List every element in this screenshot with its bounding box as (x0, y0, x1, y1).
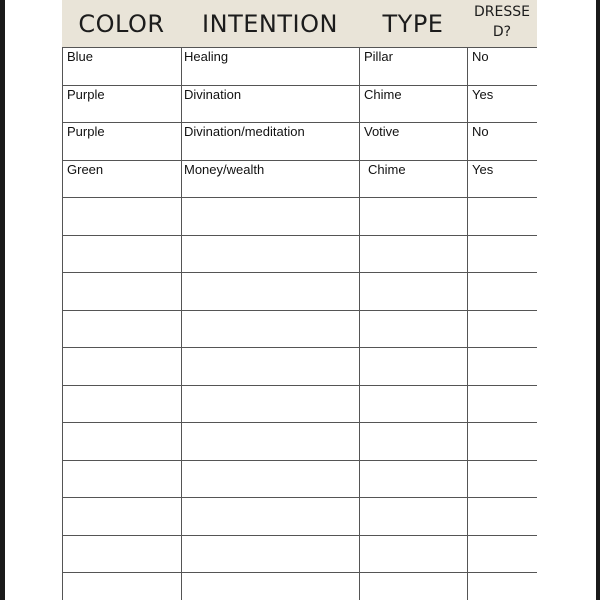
empty-cell[interactable] (468, 273, 538, 311)
empty-cell[interactable] (360, 460, 468, 498)
empty-row (63, 573, 538, 600)
empty-cell[interactable] (468, 198, 538, 236)
empty-cell[interactable] (468, 460, 538, 498)
empty-cell[interactable] (182, 460, 360, 498)
header-intention: INTENTION (202, 9, 338, 38)
intention-value: Divination/meditation (184, 124, 305, 139)
empty-cell[interactable] (468, 573, 538, 600)
empty-cell[interactable] (63, 498, 182, 536)
color-cell[interactable] (63, 48, 182, 86)
empty-row (63, 385, 538, 423)
dressed-value: No (472, 49, 489, 64)
type-value: Chime (368, 161, 406, 177)
color-cell[interactable] (63, 160, 182, 198)
empty-cell[interactable] (63, 310, 182, 348)
empty-cell[interactable] (182, 235, 360, 273)
color-value: Green (67, 161, 104, 177)
empty-cell[interactable] (468, 385, 538, 423)
empty-cell[interactable] (360, 348, 468, 386)
empty-row (63, 423, 538, 461)
empty-cell[interactable] (360, 535, 468, 573)
dressed-cell[interactable] (468, 85, 538, 123)
intention-cell[interactable] (182, 160, 360, 198)
log-table (62, 47, 537, 600)
empty-cell[interactable] (63, 535, 182, 573)
empty-row (63, 460, 538, 498)
empty-cell[interactable] (182, 273, 360, 311)
dressed-value: Yes (472, 161, 494, 177)
empty-cell[interactable] (63, 273, 182, 311)
empty-cell[interactable] (63, 423, 182, 461)
empty-row (63, 273, 538, 311)
empty-cell[interactable] (468, 535, 538, 573)
intention-cell[interactable] (182, 123, 360, 161)
empty-row (63, 235, 538, 273)
empty-cell[interactable] (182, 310, 360, 348)
dressed-value: No (472, 124, 489, 139)
empty-row (63, 498, 538, 536)
left-edge-border (0, 0, 5, 600)
dressed-value: Yes (472, 86, 494, 102)
empty-cell[interactable] (468, 310, 538, 348)
right-edge-border (596, 0, 600, 600)
intention-cell[interactable] (182, 85, 360, 123)
empty-cell[interactable] (360, 385, 468, 423)
table-header (62, 0, 537, 47)
empty-cell[interactable] (182, 573, 360, 600)
empty-cell[interactable] (63, 198, 182, 236)
empty-cell[interactable] (182, 498, 360, 536)
intention-value: Divination (184, 86, 242, 102)
empty-cell[interactable] (360, 235, 468, 273)
type-value: Chime (364, 86, 402, 102)
color-value: Purple (67, 86, 105, 102)
empty-cell[interactable] (63, 348, 182, 386)
type-cell[interactable] (360, 85, 468, 123)
empty-cell[interactable] (182, 423, 360, 461)
empty-cell[interactable] (360, 198, 468, 236)
dressed-cell[interactable] (468, 123, 538, 161)
header-dressed: DRESSED? (474, 4, 530, 40)
empty-cell[interactable] (63, 385, 182, 423)
empty-cell[interactable] (468, 498, 538, 536)
empty-cell[interactable] (182, 535, 360, 573)
intention-cell[interactable] (182, 48, 360, 86)
type-cell[interactable] (360, 123, 468, 161)
empty-cell[interactable] (360, 310, 468, 348)
empty-cell[interactable] (360, 273, 468, 311)
empty-cell[interactable] (182, 198, 360, 236)
intention-value: Money/wealth (184, 161, 265, 177)
empty-cell[interactable] (63, 460, 182, 498)
empty-cell[interactable] (182, 348, 360, 386)
empty-row (63, 198, 538, 236)
color-value: Purple (67, 124, 105, 139)
color-cell[interactable] (63, 85, 182, 123)
empty-cell[interactable] (63, 573, 182, 600)
empty-cell[interactable] (468, 235, 538, 273)
color-cell[interactable] (63, 123, 182, 161)
empty-row (63, 348, 538, 386)
table-row (63, 48, 538, 86)
type-cell[interactable] (360, 48, 468, 86)
color-value: Blue (67, 49, 94, 64)
empty-row (63, 535, 538, 573)
empty-cell[interactable] (468, 348, 538, 386)
table-row (63, 85, 538, 123)
header-type: TYPE (382, 9, 444, 38)
empty-cell[interactable] (360, 498, 468, 536)
candle-log-sheet (62, 0, 537, 600)
empty-cell[interactable] (63, 235, 182, 273)
empty-cell[interactable] (182, 385, 360, 423)
dressed-cell[interactable] (468, 48, 538, 86)
type-cell[interactable] (360, 160, 468, 198)
empty-cell[interactable] (360, 573, 468, 600)
type-value: Votive (364, 124, 400, 139)
empty-cell[interactable] (468, 423, 538, 461)
type-value: Pillar (364, 49, 393, 64)
header-color: COLOR (78, 9, 165, 38)
table-row (63, 160, 538, 198)
empty-row (63, 310, 538, 348)
intention-value: Healing (184, 49, 229, 64)
table-row (63, 123, 538, 161)
dressed-cell[interactable] (468, 160, 538, 198)
empty-cell[interactable] (360, 423, 468, 461)
